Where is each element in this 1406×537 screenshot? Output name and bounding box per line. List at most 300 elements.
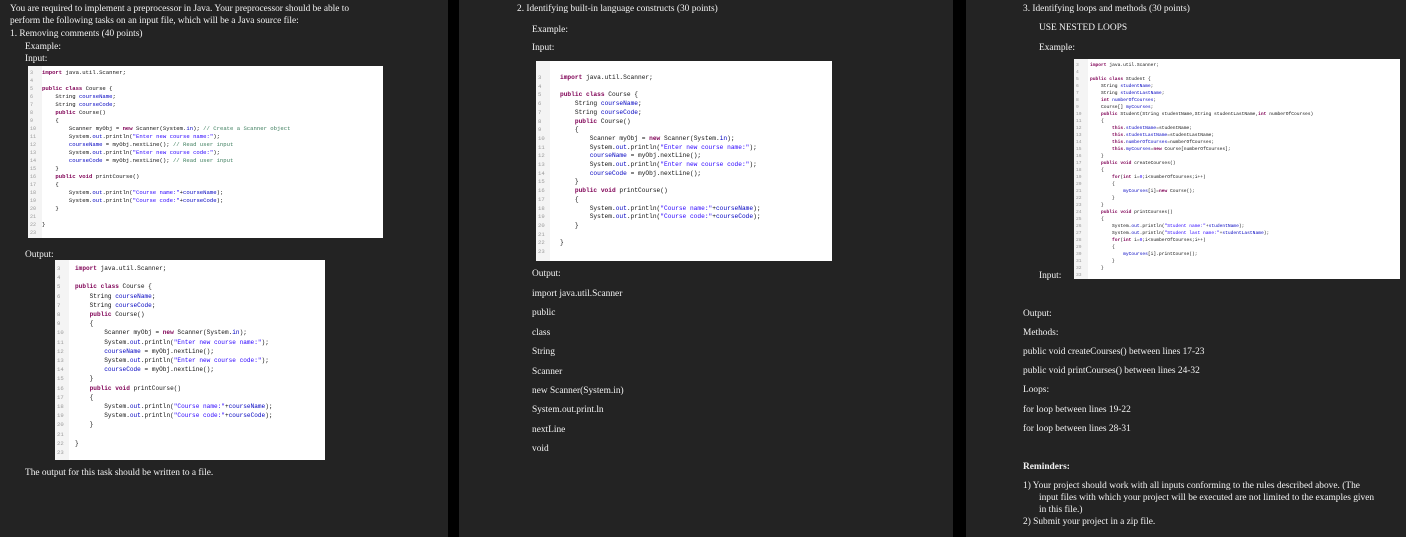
code-token: 0 bbox=[1139, 238, 1143, 243]
code-line bbox=[42, 181, 59, 189]
code-token: public void bbox=[560, 187, 620, 195]
code-line bbox=[1090, 258, 1115, 265]
code-token: studentLastName bbox=[1125, 133, 1168, 138]
line-number: 20 bbox=[30, 206, 37, 212]
loops-label: Loops: bbox=[1023, 385, 1050, 395]
code-token: .println( bbox=[626, 204, 661, 212]
code-token: courseName bbox=[78, 93, 113, 100]
code-token: ); bbox=[749, 143, 757, 151]
loop-2: for loop between lines 28-31 bbox=[1023, 424, 1131, 434]
input-code-block bbox=[28, 66, 383, 238]
code-token: .println( bbox=[102, 197, 133, 204]
code-line bbox=[75, 347, 214, 356]
line-number: 8 bbox=[1076, 98, 1079, 103]
code-line bbox=[42, 93, 116, 101]
line-number: 11 bbox=[30, 134, 37, 140]
code-line bbox=[560, 170, 701, 179]
line-number: 5 bbox=[538, 91, 542, 99]
line-number: 6 bbox=[30, 94, 34, 100]
code-token: new bbox=[122, 125, 137, 132]
code-line bbox=[1090, 90, 1164, 97]
code-token: } bbox=[1090, 154, 1104, 159]
code-token: . bbox=[1123, 140, 1126, 145]
code-token: printCourse() bbox=[133, 384, 182, 392]
line-number: 3 bbox=[538, 74, 542, 81]
code-token: { bbox=[1090, 168, 1104, 173]
code-token: = myObj.nextLine(); bbox=[626, 169, 702, 177]
code-line bbox=[42, 157, 233, 165]
column-removing-comments bbox=[0, 0, 448, 537]
code-token: System. bbox=[42, 133, 93, 140]
code-token: Course() bbox=[600, 117, 631, 125]
code-token: this bbox=[1090, 126, 1124, 131]
code-token: = myObj.nextLine(); bbox=[626, 152, 702, 160]
code-token: String bbox=[1090, 84, 1121, 89]
code-token: numberOfCourses bbox=[1125, 140, 1168, 145]
code-token: courseCode bbox=[68, 157, 103, 164]
code-line bbox=[42, 69, 126, 77]
code-line bbox=[560, 144, 757, 153]
code-line bbox=[1090, 230, 1269, 237]
code-token bbox=[1090, 252, 1123, 257]
construct-item: nextLine bbox=[532, 424, 566, 435]
code-token: public void bbox=[1090, 210, 1135, 215]
code-token: ); bbox=[1263, 231, 1270, 236]
code-line bbox=[1090, 83, 1153, 90]
code-token: "Enter new course code:" bbox=[173, 357, 262, 364]
code-line bbox=[75, 402, 273, 411]
code-line bbox=[42, 165, 59, 173]
code-token: + bbox=[179, 189, 184, 196]
code-token bbox=[75, 366, 104, 373]
code-token: = myObj.nextLine(); bbox=[102, 157, 173, 164]
construct-item: void bbox=[532, 444, 549, 455]
code-token: { bbox=[1090, 119, 1104, 124]
code-line bbox=[42, 221, 45, 229]
code-token: courseCode bbox=[78, 101, 113, 108]
code-token: numberOfCourses bbox=[1112, 98, 1154, 103]
reminder-1-line-1: 1) Your project should work with all inputs conforming to the rules described above. (The bbox=[1023, 481, 1360, 491]
code-token: printCourse() bbox=[619, 187, 668, 195]
code-token: [i]= bbox=[1147, 189, 1159, 194]
code-token: System. bbox=[75, 357, 130, 364]
code-token: { bbox=[1090, 245, 1115, 250]
line-number: 31 bbox=[1076, 259, 1082, 264]
code-token: . bbox=[1123, 133, 1126, 138]
code-token: new bbox=[162, 329, 178, 337]
code-token: + bbox=[224, 412, 229, 420]
code-line bbox=[1090, 251, 1198, 258]
nested-loops-note: USE NESTED LOOPS bbox=[1039, 23, 1128, 33]
line-number: 7 bbox=[1076, 91, 1079, 96]
code-line bbox=[560, 196, 579, 205]
code-token: + bbox=[1205, 224, 1209, 229]
line-number: 13 bbox=[30, 150, 37, 156]
code-token: ; bbox=[1150, 84, 1154, 89]
input-label: Input: bbox=[1039, 271, 1062, 281]
code-token: public bbox=[1090, 112, 1121, 117]
code-line bbox=[75, 420, 93, 429]
code-token: Course() bbox=[115, 311, 145, 318]
line-number: 5 bbox=[30, 86, 34, 92]
code-line bbox=[42, 125, 290, 133]
code-token: out bbox=[615, 213, 627, 221]
code-line bbox=[42, 189, 223, 197]
code-token: public void bbox=[75, 384, 134, 392]
code-line bbox=[1090, 223, 1244, 230]
code-token: } bbox=[42, 205, 59, 212]
reminders-label: Reminders: bbox=[1023, 462, 1070, 472]
code-line bbox=[75, 328, 247, 337]
line-number: 6 bbox=[57, 292, 61, 300]
code-token: courseName bbox=[228, 403, 266, 410]
code-token: // Read user input bbox=[172, 141, 234, 148]
code-line bbox=[560, 222, 579, 231]
line-number: 16 bbox=[538, 187, 545, 195]
code-line bbox=[42, 109, 106, 117]
code-token: out bbox=[129, 403, 141, 410]
task-2-heading: 2. Identifying built-in language constructs (30 points) bbox=[517, 4, 718, 14]
code-token: import bbox=[75, 265, 101, 272]
output-code-block bbox=[55, 260, 325, 460]
code-token: out bbox=[92, 133, 103, 140]
code-token: courseCode bbox=[115, 301, 152, 309]
code-token: java.util.Scanner; bbox=[100, 265, 167, 272]
code-token: import bbox=[1090, 63, 1110, 68]
code-token: { bbox=[75, 393, 94, 401]
code-token: Scanner myObj = bbox=[560, 134, 650, 142]
code-token bbox=[560, 152, 590, 159]
code-token: ; bbox=[1161, 91, 1165, 96]
code-token: courseName bbox=[104, 347, 141, 355]
code-token: ; bbox=[1153, 98, 1157, 103]
code-token: out bbox=[92, 149, 103, 156]
code-token: = myObj.nextLine(); bbox=[140, 347, 214, 355]
code-token: } bbox=[560, 239, 564, 247]
code-token: public class bbox=[75, 283, 123, 291]
code-token: } bbox=[75, 439, 79, 447]
code-line bbox=[560, 135, 735, 144]
code-token: + bbox=[179, 197, 184, 204]
construct-item: public bbox=[532, 308, 556, 319]
code-line bbox=[75, 365, 214, 374]
code-token bbox=[560, 170, 590, 177]
code-line bbox=[1090, 118, 1104, 125]
code-line bbox=[75, 301, 155, 310]
line-number: 26 bbox=[1076, 224, 1082, 229]
line-number: 14 bbox=[538, 169, 545, 177]
code-token: courseCode bbox=[228, 412, 266, 420]
code-token: System. bbox=[1090, 224, 1132, 229]
code-token: out bbox=[92, 189, 103, 196]
code-line bbox=[75, 319, 93, 328]
code-token: + bbox=[712, 213, 716, 221]
code-token: System. bbox=[75, 403, 130, 410]
code-token: { bbox=[560, 195, 579, 203]
code-line bbox=[75, 393, 93, 402]
code-token: i= bbox=[1134, 238, 1140, 243]
line-number: 17 bbox=[538, 195, 545, 203]
code-token: out bbox=[129, 338, 141, 346]
code-token: .println( bbox=[626, 213, 661, 221]
code-token: ); bbox=[239, 329, 247, 337]
line-number: 4 bbox=[538, 82, 542, 90]
code-token: "Course code:" bbox=[132, 197, 180, 204]
method-2: public void printCourses() between lines 24-32 bbox=[1023, 366, 1200, 376]
construct-item: String bbox=[532, 347, 555, 358]
line-number: 9 bbox=[57, 320, 61, 328]
code-token: ;i<numberOfCourses;i++) bbox=[1142, 238, 1206, 243]
line-number: 12 bbox=[538, 152, 545, 160]
line-number: 32 bbox=[1076, 266, 1082, 271]
code-line bbox=[1090, 153, 1104, 160]
code-token: Course { bbox=[122, 283, 152, 291]
code-line bbox=[1090, 139, 1214, 146]
column-built-in-constructs bbox=[459, 0, 953, 537]
example-label: Example: bbox=[532, 25, 568, 35]
line-number: 9 bbox=[30, 118, 34, 124]
task-1-heading: 1. Removing comments (40 points) bbox=[10, 29, 143, 39]
line-number: 19 bbox=[57, 412, 64, 420]
code-token: for bbox=[1090, 238, 1121, 243]
code-token: System. bbox=[560, 143, 616, 151]
code-token: .println( bbox=[102, 133, 133, 140]
line-number: 6 bbox=[538, 100, 542, 108]
code-token: ( bbox=[1120, 238, 1124, 243]
code-line bbox=[75, 356, 269, 365]
code-token: i= bbox=[1134, 175, 1140, 180]
code-token: .println( bbox=[102, 149, 133, 156]
line-number: 14 bbox=[57, 366, 64, 374]
line-number: 16 bbox=[30, 174, 37, 180]
line-number: 10 bbox=[30, 126, 37, 132]
code-token bbox=[1090, 189, 1123, 194]
code-line bbox=[42, 85, 113, 93]
line-number: 5 bbox=[57, 283, 61, 291]
line-number: 10 bbox=[1076, 112, 1082, 117]
code-token: Scanner(System. bbox=[177, 329, 233, 337]
line-number: 14 bbox=[1076, 140, 1082, 145]
line-number: 8 bbox=[30, 110, 34, 116]
code-token: ); bbox=[261, 357, 269, 364]
code-line bbox=[1090, 216, 1104, 223]
code-token: java.util.Scanner; bbox=[586, 74, 653, 81]
code-line bbox=[42, 101, 116, 109]
line-number: 21 bbox=[57, 430, 64, 438]
line-number: 17 bbox=[30, 182, 37, 188]
line-number: 21 bbox=[30, 214, 37, 220]
line-number: 23 bbox=[1076, 203, 1082, 208]
code-token: this bbox=[1090, 133, 1124, 138]
code-token: .println( bbox=[1139, 224, 1165, 229]
code-line bbox=[42, 117, 59, 125]
code-token: Course(); bbox=[1169, 189, 1195, 194]
input-code-block bbox=[1074, 59, 1400, 279]
code-token: } bbox=[1090, 259, 1115, 264]
intro-line-1: You are required to implement a preprocessor in Java. Your preprocessor should be able to bbox=[10, 4, 350, 14]
code-token: courseCode bbox=[589, 169, 627, 177]
code-token: java.util.Scanner; bbox=[65, 69, 126, 76]
code-line bbox=[42, 197, 223, 205]
code-token: "Course name:" bbox=[660, 204, 713, 212]
code-token: java.util.Scanner; bbox=[1109, 63, 1159, 68]
code-token: { bbox=[1090, 217, 1104, 222]
line-number: 10 bbox=[57, 329, 64, 337]
example-label: Example: bbox=[25, 42, 61, 52]
code-token: courseName bbox=[68, 141, 103, 148]
line-number: 3 bbox=[1076, 63, 1079, 68]
code-token: out bbox=[1131, 231, 1140, 236]
code-token: public void bbox=[1090, 161, 1135, 166]
code-token: Student { bbox=[1125, 77, 1151, 82]
code-token: Course { bbox=[85, 85, 113, 92]
code-line bbox=[560, 205, 761, 214]
code-line bbox=[75, 411, 273, 420]
code-token: public class bbox=[42, 85, 86, 92]
code-token: System. bbox=[560, 204, 616, 212]
code-line bbox=[1090, 62, 1159, 69]
code-token: ; bbox=[1150, 105, 1154, 110]
code-token: numberOfCourses) bbox=[1269, 112, 1314, 117]
code-token: Course[] bbox=[1090, 105, 1126, 110]
line-number: 9 bbox=[1076, 105, 1079, 110]
code-line bbox=[1090, 76, 1151, 83]
line-number: 18 bbox=[30, 190, 37, 196]
line-number: 3 bbox=[57, 265, 61, 272]
code-token: System. bbox=[75, 338, 130, 346]
code-token bbox=[42, 157, 69, 164]
code-token: int bbox=[1258, 112, 1270, 117]
code-line bbox=[75, 264, 166, 273]
code-line bbox=[560, 74, 653, 83]
line-number: 13 bbox=[57, 357, 64, 364]
line-number: 11 bbox=[538, 143, 545, 151]
code-token: Scanner(System. bbox=[663, 134, 720, 142]
code-token: . bbox=[1123, 147, 1126, 152]
code-token: ); bbox=[265, 403, 273, 410]
code-token: courseName bbox=[715, 204, 754, 212]
code-token: this bbox=[1090, 140, 1124, 145]
code-token: "Student last name:" bbox=[1164, 231, 1220, 236]
code-line bbox=[1090, 167, 1104, 174]
code-token: } bbox=[42, 165, 59, 172]
code-token: import bbox=[560, 74, 586, 81]
line-number: 8 bbox=[538, 117, 542, 125]
line-number: 24 bbox=[1076, 210, 1082, 215]
code-token: ( bbox=[1120, 175, 1124, 180]
code-line bbox=[560, 152, 701, 161]
construct-item: Scanner bbox=[532, 366, 563, 377]
line-number: 4 bbox=[1076, 70, 1079, 75]
code-token: Scanner(System. bbox=[136, 125, 187, 132]
line-number: 19 bbox=[1076, 175, 1082, 180]
code-token: studentLastName bbox=[1222, 231, 1264, 236]
code-token: courseCode bbox=[104, 366, 141, 374]
line-number: 23 bbox=[57, 449, 64, 456]
code-token bbox=[75, 348, 104, 355]
code-token: ); bbox=[216, 189, 224, 196]
construct-item: new Scanner(System.in) bbox=[532, 386, 624, 396]
code-token: "Enter new course code:" bbox=[132, 149, 214, 156]
code-token: = myObj.nextLine(); bbox=[102, 141, 173, 148]
code-line bbox=[1090, 209, 1173, 216]
code-line bbox=[75, 282, 152, 291]
input-code-block bbox=[536, 61, 832, 261]
code-token: String bbox=[75, 292, 116, 300]
code-token: Scanner myObj = bbox=[42, 125, 123, 132]
code-token: out bbox=[615, 204, 627, 212]
code-line bbox=[75, 374, 93, 383]
code-line bbox=[1090, 104, 1153, 111]
code-line bbox=[42, 205, 59, 213]
code-token: courseCode bbox=[183, 197, 217, 204]
reminder-1-line-3: in this file.) bbox=[1039, 505, 1083, 515]
line-number: 17 bbox=[1076, 161, 1082, 166]
line-number: 7 bbox=[57, 301, 61, 309]
code-token: ;i<numberOfCourses;i++) bbox=[1142, 175, 1206, 180]
code-token: courseName bbox=[115, 292, 152, 300]
code-token: } bbox=[560, 221, 579, 229]
line-number: 18 bbox=[1076, 168, 1082, 173]
code-token: public class bbox=[1090, 77, 1126, 82]
column-loops-methods bbox=[966, 0, 1406, 537]
code-token: studentName bbox=[1208, 224, 1239, 229]
code-token: ; bbox=[112, 93, 116, 100]
line-number: 23 bbox=[538, 248, 545, 255]
code-token: public class bbox=[560, 91, 609, 99]
code-token: out bbox=[1131, 224, 1140, 229]
code-token: ; bbox=[151, 292, 156, 300]
construct-item: System.out.print.ln bbox=[532, 405, 604, 416]
loop-1: for loop between lines 19-22 bbox=[1023, 405, 1131, 415]
line-number: 21 bbox=[538, 230, 545, 238]
line-number: 22 bbox=[538, 239, 545, 247]
line-number: 3 bbox=[30, 70, 34, 76]
code-line bbox=[560, 126, 579, 135]
code-token: String bbox=[42, 93, 79, 100]
code-token: [i].printCourse(); bbox=[1147, 252, 1198, 257]
code-line bbox=[1090, 160, 1175, 167]
code-token: .println( bbox=[140, 403, 174, 410]
code-token: ; bbox=[638, 108, 642, 116]
code-line bbox=[75, 292, 155, 301]
code-token: System. bbox=[1090, 231, 1132, 236]
line-number: 17 bbox=[57, 393, 64, 401]
code-token: } bbox=[1090, 203, 1104, 208]
code-token: =numberOfCourses; bbox=[1167, 140, 1215, 145]
code-token: "Course name:" bbox=[132, 189, 180, 196]
line-number: 12 bbox=[1076, 126, 1082, 131]
code-line bbox=[1090, 97, 1156, 104]
code-line bbox=[75, 338, 269, 347]
code-token: { bbox=[42, 181, 59, 188]
code-token: System. bbox=[42, 197, 93, 204]
code-token: "Enter new course name:" bbox=[132, 133, 214, 140]
code-line bbox=[1090, 132, 1214, 139]
code-token: } bbox=[42, 221, 46, 228]
code-token: .println( bbox=[140, 412, 174, 420]
line-number: 15 bbox=[57, 375, 64, 383]
code-token: ); bbox=[261, 338, 269, 346]
code-line bbox=[1090, 111, 1313, 118]
line-number: 14 bbox=[30, 158, 37, 164]
code-token: out bbox=[615, 143, 627, 151]
code-line bbox=[1090, 195, 1115, 202]
code-token: String bbox=[75, 301, 116, 309]
line-number: 13 bbox=[538, 161, 545, 168]
line-number: 33 bbox=[1076, 273, 1082, 278]
code-token: ); bbox=[753, 204, 761, 212]
